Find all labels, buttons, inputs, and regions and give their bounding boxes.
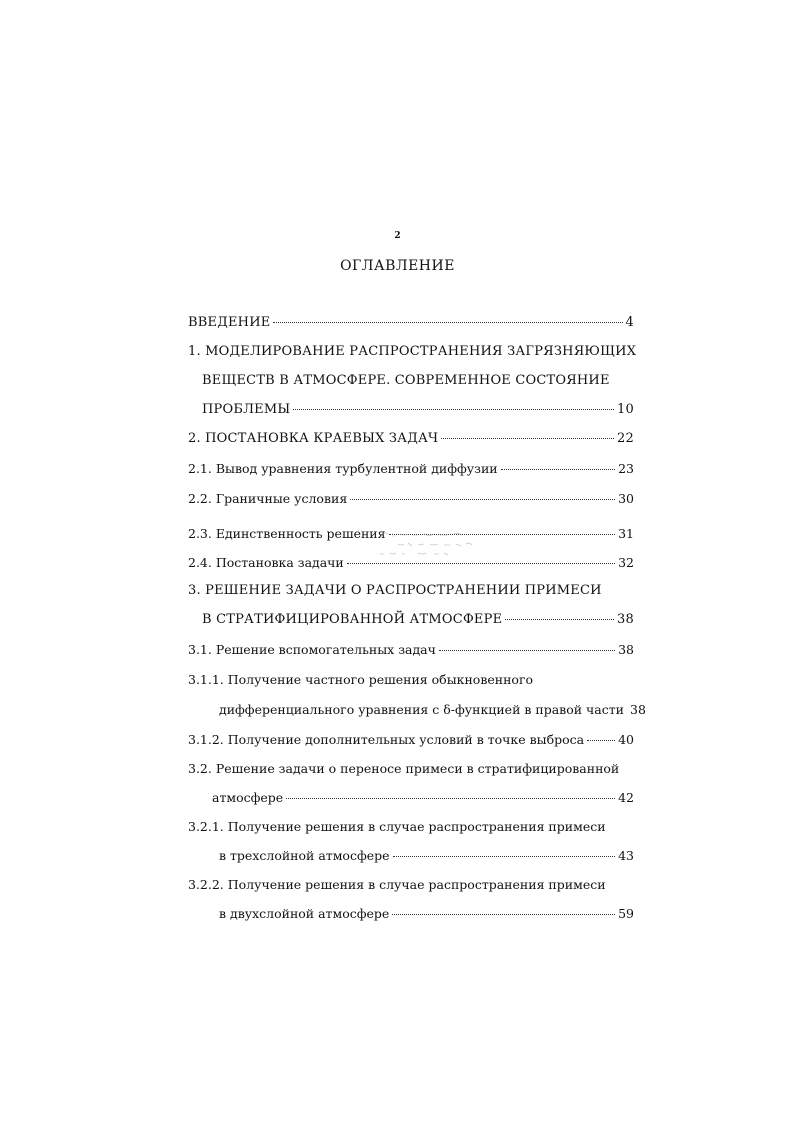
toc-entry-chapter-3 (188, 582, 602, 600)
toc-entry-text: в трехслойной атмосфере (219, 848, 390, 863)
toc-entry-page: 32 (618, 555, 634, 570)
dot-leader (273, 322, 622, 323)
toc-entry-page: 4 (625, 315, 634, 330)
page-number: 2 (394, 231, 401, 241)
toc-entry-page: 40 (618, 732, 634, 747)
toc-entry-text: 3.2. Решение задачи о переносе примеси в стратифицированной (188, 761, 620, 776)
toc-entry-page: 10 (617, 402, 634, 417)
dot-leader (392, 914, 615, 915)
dot-leader (441, 438, 614, 439)
dot-leader (350, 499, 615, 500)
toc-entry-page: 31 (618, 526, 634, 541)
toc-entry-page: 42 (618, 790, 634, 805)
toc-entry-text: 2.3. Единственность решения (188, 526, 386, 541)
toc-entry-text: 3.2.1. Получение решения в случае распространения примеси (188, 819, 606, 834)
toc-entry-3-2-1-end (219, 847, 634, 865)
dot-leader (439, 650, 615, 651)
toc-entry-text: дифференциального уравнения с δ-функцией в правой части (219, 702, 624, 717)
toc-entry-3-1-1 (188, 671, 533, 689)
scan-stamp-artifact (378, 530, 488, 558)
toc-entry-text: 2.1. Вывод уравнения турбулентной диффузии (188, 461, 498, 476)
toc-entry-3-1-1-end (219, 701, 646, 719)
toc-entry-page: 22 (617, 431, 634, 446)
toc-entry-chapter-1 (188, 343, 636, 361)
toc-entry-text: 2.2. Граничные условия (188, 491, 348, 506)
dot-leader (293, 409, 614, 410)
toc-entry-3-1 (188, 641, 634, 659)
toc-entry-3-2-1 (188, 818, 606, 836)
toc-entry-chapter-1-end (202, 401, 634, 419)
toc-entry-page: 38 (630, 702, 646, 717)
dot-leader (587, 740, 615, 741)
toc-entry-3-2-2 (188, 876, 606, 894)
toc-entry-page: 43 (618, 848, 634, 863)
toc-entry-2-2 (188, 490, 634, 508)
toc-entry-text: 3.1.2. Получение дополнительных условий в точке выброса (188, 732, 585, 747)
toc-entry-text: 1. МОДЕЛИРОВАНИЕ РАСПРОСТРАНЕНИЯ ЗАГРЯЗНЯЮЩИХ (188, 344, 637, 359)
toc-entry-text: ПРОБЛЕМЫ (202, 402, 291, 417)
toc-entry-text: 3.1. Решение вспомогательных задач (188, 642, 436, 657)
toc-entry-3-1-2 (188, 731, 634, 749)
toc-entry-text: 3. РЕШЕНИЕ ЗАДАЧИ О РАСПРОСТРАНЕНИИ ПРИМЕСИ (188, 583, 602, 598)
toc-entry-text: ВЕЩЕСТВ В АТМОСФЕРЕ. СОВРЕМЕННОЕ СОСТОЯНИЕ (202, 373, 610, 388)
toc-entry-text: В СТРАТИФИЦИРОВАННОЙ АТМОСФЕРЕ (202, 612, 503, 627)
dot-leader (505, 619, 614, 620)
toc-entry-chapter-1-cont (202, 372, 610, 390)
toc-entry-3-2 (188, 760, 619, 778)
toc-entry-text: 2.4. Постановка задачи (188, 555, 344, 570)
toc-entry-page: 38 (618, 642, 634, 657)
toc-entry-page: 59 (618, 906, 634, 921)
toc-entry-page: 38 (617, 612, 634, 627)
toc-entry-3-2-end (212, 789, 634, 807)
dot-leader (347, 563, 615, 564)
toc-entry-chapter-2 (188, 430, 634, 448)
toc-entry-3-2-2-end (219, 905, 634, 923)
toc-entry-text: 2. ПОСТАНОВКА КРАЕВЫХ ЗАДАЧ (188, 431, 439, 446)
toc-entry-text: ВВЕДЕНИЕ (188, 315, 271, 330)
page-title: ОГЛАВЛЕНИЕ (340, 258, 455, 274)
toc-entry-page: 23 (618, 461, 634, 476)
toc-entry-2-1 (188, 460, 634, 478)
toc-entry-text: в двухслойной атмосфере (219, 906, 390, 921)
toc-entry-chapter-3-end (202, 611, 634, 629)
toc-entry-text: атмосфере (212, 790, 284, 805)
toc-entry-page: 30 (618, 491, 634, 506)
dot-leader (286, 798, 615, 799)
toc-entry-text: 3.1.1. Получение частного решения обыкновенного (188, 672, 534, 687)
dot-leader (501, 469, 615, 470)
dot-leader (393, 856, 616, 857)
toc-entry-introduction (188, 314, 634, 332)
toc-entry-text: 3.2.2. Получение решения в случае распространения примеси (188, 877, 606, 892)
